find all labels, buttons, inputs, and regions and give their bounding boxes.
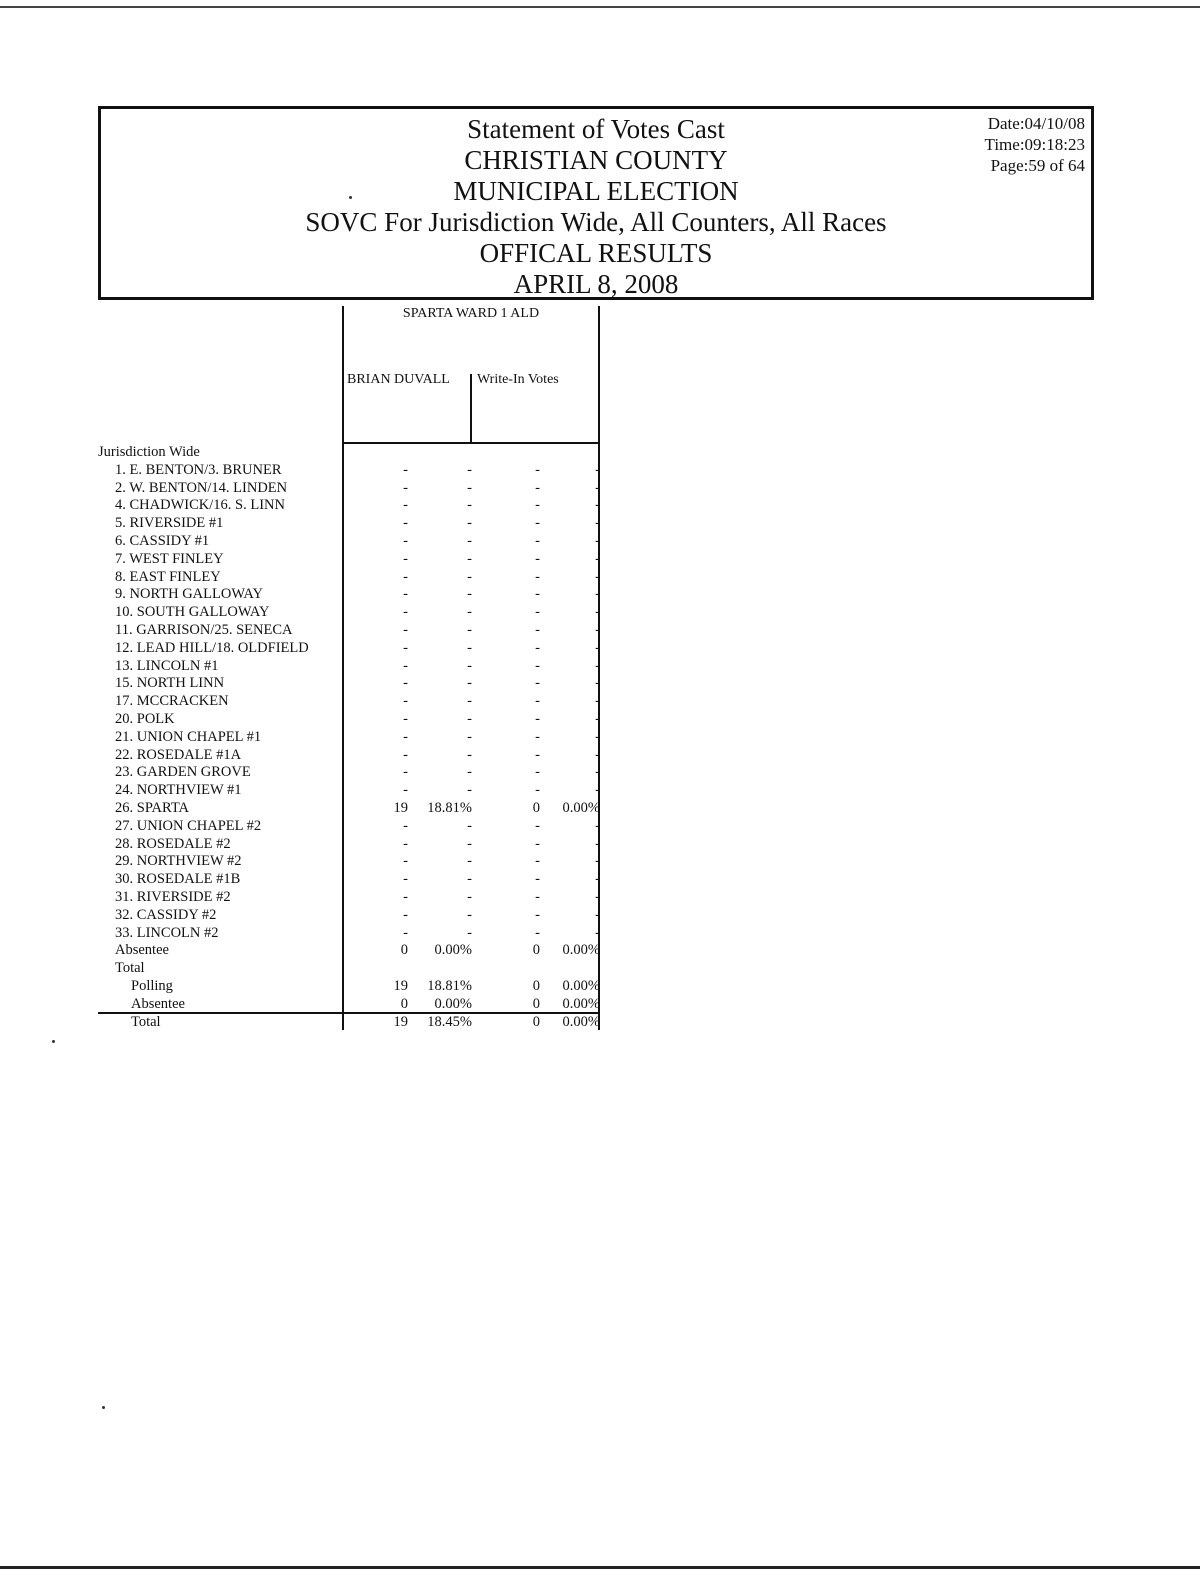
duvall-votes-cell: -: [403, 728, 408, 745]
title-line-4: SOVC For Jurisdiction Wide, All Counters, All Races: [305, 207, 887, 237]
write-in-votes-cell: 0: [532, 942, 540, 959]
write-in-percent-cell: -: [595, 871, 600, 888]
duvall-percent-cell: -: [467, 586, 472, 603]
write-in-votes-cell: -: [535, 604, 540, 621]
table-row: [98, 462, 608, 480]
table-row: [98, 569, 608, 587]
precinct-label: 28. ROSEDALE #2: [115, 835, 231, 852]
duvall-votes-cell: -: [403, 710, 408, 727]
write-in-percent-cell: -: [595, 550, 600, 567]
write-in-votes-cell: -: [535, 586, 540, 603]
report-title-block: [101, 114, 1091, 300]
write-in-votes-cell: -: [535, 906, 540, 923]
table-row: [98, 907, 608, 925]
write-in-votes-cell: -: [535, 479, 540, 496]
duvall-percent-cell: -: [467, 621, 472, 638]
write-in-percent-cell: -: [595, 888, 600, 905]
write-in-percent-cell: 0.00%: [562, 942, 600, 959]
table-row: [98, 675, 608, 693]
duvall-votes-cell: -: [403, 515, 408, 532]
duvall-percent-cell: -: [467, 479, 472, 496]
table-row: [98, 551, 608, 569]
table-row: [98, 711, 608, 729]
write-in-percent-cell: -: [595, 835, 600, 852]
duvall-votes-cell: -: [403, 550, 408, 567]
duvall-percent-cell: 0.00%: [434, 942, 472, 959]
write-in-percent-cell: 0.00%: [562, 1013, 600, 1030]
table-row: [98, 871, 608, 889]
duvall-percent-cell: -: [467, 497, 472, 514]
table-row: [98, 853, 608, 871]
precinct-label: 32. CASSIDY #2: [115, 906, 217, 923]
report-header: [98, 106, 1094, 300]
write-in-votes-cell: -: [535, 746, 540, 763]
duvall-percent-cell: -: [467, 639, 472, 656]
write-in-percent-cell: -: [595, 639, 600, 656]
duvall-percent-cell: -: [467, 604, 472, 621]
scan-speck: [102, 1406, 105, 1409]
precinct-label: Total: [115, 960, 145, 977]
write-in-votes-cell: -: [535, 853, 540, 870]
precinct-label: 11. GARRISON/25. SENECA: [115, 621, 293, 638]
table-row: [98, 782, 608, 800]
duvall-votes-cell: -: [403, 817, 408, 834]
precinct-label: 30. ROSEDALE #1B: [115, 871, 241, 888]
duvall-votes-cell: 0: [400, 995, 408, 1012]
precinct-label: 27. UNION CHAPEL #2: [115, 817, 262, 834]
write-in-votes-cell: -: [535, 550, 540, 567]
duvall-votes-cell: -: [403, 639, 408, 656]
table-row: [98, 586, 608, 604]
write-in-votes-cell: -: [535, 621, 540, 638]
table-row: [98, 836, 608, 854]
precinct-label: 5. RIVERSIDE #1: [115, 515, 224, 532]
precinct-label: 21. UNION CHAPEL #1: [115, 728, 262, 745]
precinct-label: 17. MCCRACKEN: [115, 693, 229, 710]
duvall-percent-cell: -: [467, 568, 472, 585]
duvall-votes-cell: 19: [393, 977, 408, 994]
duvall-votes-cell: -: [403, 888, 408, 905]
title-line-6: APRIL 8, 2008: [513, 269, 679, 299]
duvall-percent-cell: -: [467, 853, 472, 870]
table-row: [98, 480, 608, 498]
write-in-percent-cell: -: [595, 693, 600, 710]
precinct-label: 29. NORTHVIEW #2: [115, 853, 242, 870]
write-in-percent-cell: -: [595, 621, 600, 638]
duvall-votes-cell: -: [403, 782, 408, 799]
table-row: [98, 622, 608, 640]
write-in-votes-cell: 0: [532, 799, 540, 816]
duvall-votes-cell: -: [403, 479, 408, 496]
duvall-votes-cell: -: [403, 497, 408, 514]
report-time: Time:09:18:23: [984, 135, 1085, 154]
precinct-label: Absentee: [115, 942, 169, 959]
write-in-percent-cell: -: [595, 924, 600, 941]
write-in-percent-cell: -: [595, 497, 600, 514]
duvall-percent-cell: -: [467, 515, 472, 532]
precinct-label: Polling: [131, 977, 173, 994]
write-in-votes-cell: -: [535, 675, 540, 692]
table-row: [98, 925, 608, 943]
duvall-votes-cell: -: [403, 853, 408, 870]
precinct-label: 24. NORTHVIEW #1: [115, 782, 242, 799]
duvall-votes-cell: -: [403, 604, 408, 621]
write-in-percent-cell: -: [595, 710, 600, 727]
duvall-votes-cell: -: [403, 657, 408, 674]
table-row: [98, 818, 608, 836]
title-line-2: CHRISTIAN COUNTY: [464, 145, 728, 175]
precinct-label: 6. CASSIDY #1: [115, 532, 210, 549]
duvall-percent-cell: -: [467, 461, 472, 478]
duvall-votes-cell: -: [403, 924, 408, 941]
write-in-percent-cell: -: [595, 479, 600, 496]
write-in-votes-cell: -: [535, 782, 540, 799]
duvall-percent-cell: -: [467, 693, 472, 710]
write-in-percent-cell: -: [595, 746, 600, 763]
duvall-votes-cell: -: [403, 871, 408, 888]
write-in-percent-cell: -: [595, 782, 600, 799]
precinct-label: 31. RIVERSIDE #2: [115, 888, 231, 905]
write-in-votes-cell: 0: [532, 1013, 540, 1030]
duvall-votes-cell: -: [403, 835, 408, 852]
write-in-percent-cell: -: [595, 461, 600, 478]
candidate-header-1: BRIAN DUVALL: [347, 372, 450, 387]
precinct-label: 4. CHADWICK/16. S. LINN: [115, 497, 285, 514]
title-line-1: Statement of Votes Cast: [467, 114, 725, 144]
duvall-percent-cell: -: [467, 906, 472, 923]
duvall-percent-cell: -: [467, 532, 472, 549]
table-row: [98, 764, 608, 782]
duvall-votes-cell: -: [403, 746, 408, 763]
write-in-percent-cell: -: [595, 853, 600, 870]
race-title: SPARTA WARD 1 ALD: [402, 306, 540, 321]
precinct-label: Total: [131, 1013, 161, 1030]
write-in-votes-cell: -: [535, 888, 540, 905]
write-in-percent-cell: -: [595, 515, 600, 532]
table-row: [98, 942, 608, 960]
duvall-percent-cell: 18.81%: [427, 799, 472, 816]
precinct-label: Absentee: [131, 995, 185, 1012]
write-in-percent-cell: 0.00%: [562, 799, 600, 816]
table-left-border: [342, 306, 344, 444]
duvall-votes-cell: 0: [400, 942, 408, 959]
write-in-percent-cell: -: [595, 568, 600, 585]
table-row: [98, 693, 608, 711]
duvall-percent-cell: -: [467, 871, 472, 888]
write-in-votes-cell: -: [535, 728, 540, 745]
duvall-percent-cell: -: [467, 550, 472, 567]
duvall-votes-cell: -: [403, 568, 408, 585]
write-in-votes-cell: -: [535, 515, 540, 532]
candidate-divider: [470, 374, 472, 444]
duvall-percent-cell: -: [467, 888, 472, 905]
write-in-votes-cell: -: [535, 497, 540, 514]
duvall-percent-cell: -: [467, 710, 472, 727]
write-in-votes-cell: -: [535, 568, 540, 585]
table-row: [98, 640, 608, 658]
report-date: Date:04/10/08: [987, 114, 1085, 133]
table-row: [98, 996, 608, 1014]
precinct-label: 1. E. BENTON/3. BRUNER: [115, 461, 282, 478]
table-row: [98, 533, 608, 551]
duvall-votes-cell: -: [403, 586, 408, 603]
report-page: Page:59 of 64: [990, 156, 1085, 175]
precinct-label: 13. LINCOLN #1: [115, 657, 219, 674]
precinct-label: Jurisdiction Wide: [98, 444, 200, 460]
scan-speck: [52, 1040, 55, 1043]
precinct-label: 2. W. BENTON/14. LINDEN: [115, 479, 288, 496]
duvall-votes-cell: -: [403, 621, 408, 638]
bottom-scan-rule: [0, 1566, 1200, 1569]
duvall-votes-cell: 19: [393, 1013, 408, 1030]
duvall-percent-cell: -: [467, 728, 472, 745]
write-in-votes-cell: -: [535, 710, 540, 727]
duvall-percent-cell: -: [467, 746, 472, 763]
precinct-label: 7. WEST FINLEY: [115, 550, 224, 567]
duvall-votes-cell: -: [403, 461, 408, 478]
precinct-label: 12. LEAD HILL/18. OLDFIELD: [115, 639, 309, 656]
table-row: [98, 658, 608, 676]
write-in-percent-cell: -: [595, 675, 600, 692]
precinct-label: 22. ROSEDALE #1A: [115, 746, 242, 763]
duvall-percent-cell: 18.81%: [427, 977, 472, 994]
write-in-votes-cell: -: [535, 871, 540, 888]
write-in-percent-cell: -: [595, 764, 600, 781]
table-row: [98, 729, 608, 747]
precinct-label: 8. EAST FINLEY: [115, 568, 221, 585]
write-in-percent-cell: 0.00%: [562, 977, 600, 994]
write-in-votes-cell: -: [535, 461, 540, 478]
table-row: [98, 444, 608, 462]
table-row: [98, 978, 608, 996]
top-scan-rule: [0, 6, 1200, 8]
write-in-votes-cell: -: [535, 835, 540, 852]
write-in-percent-cell: -: [595, 532, 600, 549]
results-table: [98, 444, 608, 1031]
duvall-percent-cell: -: [467, 675, 472, 692]
write-in-percent-cell: -: [595, 604, 600, 621]
table-row: [98, 604, 608, 622]
duvall-percent-cell: -: [467, 764, 472, 781]
write-in-votes-cell: -: [535, 639, 540, 656]
write-in-percent-cell: -: [595, 817, 600, 834]
write-in-votes-cell: -: [535, 764, 540, 781]
write-in-votes-cell: -: [535, 924, 540, 941]
duvall-percent-cell: -: [467, 782, 472, 799]
duvall-percent-cell: -: [467, 924, 472, 941]
duvall-votes-cell: -: [403, 906, 408, 923]
write-in-votes-cell: -: [535, 693, 540, 710]
table-row: [98, 800, 608, 818]
scan-speck: [349, 196, 352, 199]
write-in-votes-cell: 0: [532, 977, 540, 994]
write-in-percent-cell: -: [595, 906, 600, 923]
write-in-percent-cell: -: [595, 657, 600, 674]
write-in-votes-cell: -: [535, 532, 540, 549]
duvall-percent-cell: -: [467, 817, 472, 834]
precinct-label: 23. GARDEN GROVE: [115, 764, 251, 781]
precinct-label: 10. SOUTH GALLOWAY: [115, 604, 270, 621]
precinct-label: 20. POLK: [115, 710, 175, 727]
write-in-percent-cell: -: [595, 728, 600, 745]
duvall-votes-cell: -: [403, 532, 408, 549]
precinct-label: 26. SPARTA: [115, 799, 189, 816]
duvall-votes-cell: -: [403, 675, 408, 692]
report-meta: [985, 113, 1085, 176]
write-in-votes-cell: -: [535, 657, 540, 674]
table-row: [98, 889, 608, 907]
duvall-percent-cell: 18.45%: [427, 1013, 472, 1030]
duvall-percent-cell: 0.00%: [434, 995, 472, 1012]
candidate-header-2: Write-In Votes: [477, 372, 559, 387]
table-row: [98, 960, 608, 978]
duvall-percent-cell: -: [467, 835, 472, 852]
table-row: [98, 497, 608, 515]
duvall-votes-cell: -: [403, 693, 408, 710]
duvall-votes-cell: -: [403, 764, 408, 781]
table-row: [98, 515, 608, 533]
title-line-3: MUNICIPAL ELECTION: [453, 176, 739, 206]
precinct-label: 33. LINCOLN #2: [115, 924, 219, 941]
title-line-5: OFFICAL RESULTS: [479, 238, 713, 268]
duvall-percent-cell: -: [467, 657, 472, 674]
write-in-percent-cell: -: [595, 586, 600, 603]
duvall-votes-cell: 19: [393, 799, 408, 816]
write-in-percent-cell: 0.00%: [562, 995, 600, 1012]
table-row: [98, 747, 608, 765]
write-in-votes-cell: 0: [532, 995, 540, 1012]
write-in-votes-cell: -: [535, 817, 540, 834]
precinct-label: 15. NORTH LINN: [115, 675, 225, 692]
table-row: [98, 1014, 608, 1032]
precinct-label: 9. NORTH GALLOWAY: [115, 586, 264, 603]
